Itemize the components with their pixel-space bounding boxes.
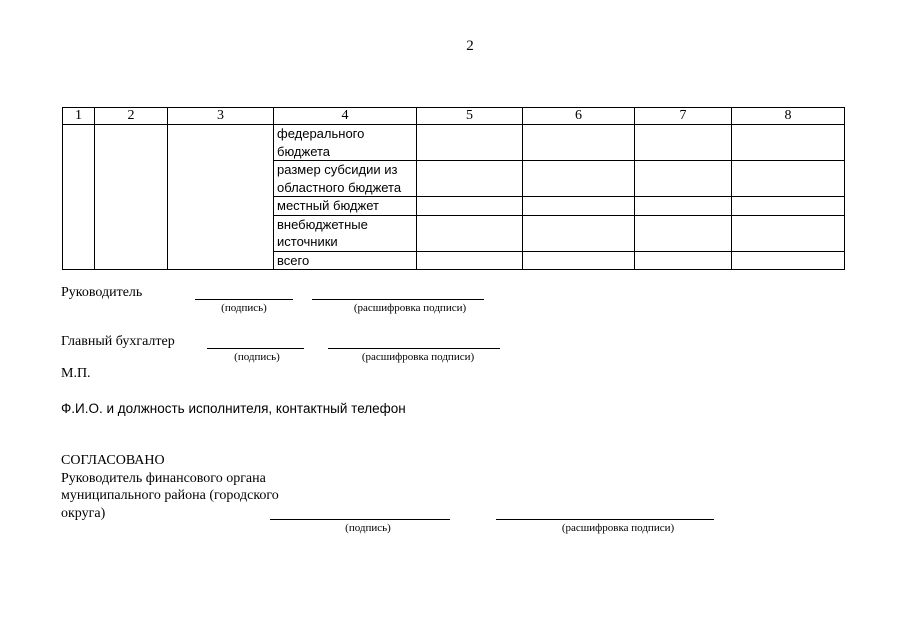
table-cell bbox=[523, 197, 635, 216]
table-cell bbox=[417, 197, 523, 216]
approval-title: СОГЛАСОВАНО bbox=[61, 453, 165, 468]
table-header-cell: 7 bbox=[635, 108, 732, 125]
table-cell bbox=[417, 161, 523, 197]
table-cell bbox=[635, 125, 732, 161]
approval-line: Руководитель финансового органа bbox=[61, 470, 266, 486]
table-cell bbox=[63, 125, 95, 270]
table-cell bbox=[523, 251, 635, 270]
table-cell bbox=[732, 161, 845, 197]
accountant-signature-line bbox=[207, 348, 304, 349]
head-label: Руководитель bbox=[61, 285, 143, 300]
approval-line: округа) bbox=[61, 505, 106, 521]
table-cell bbox=[732, 197, 845, 216]
table-cell bbox=[635, 215, 732, 251]
table-cell bbox=[523, 161, 635, 197]
head-signature-line bbox=[195, 299, 293, 300]
approval-line: муниципального района (городского bbox=[61, 488, 279, 503]
approval-block bbox=[61, 452, 279, 522]
table-header-cell: 3 bbox=[168, 108, 274, 125]
accountant-decoding-caption: (расшифровка подписи) bbox=[361, 351, 475, 363]
table-cell bbox=[732, 215, 845, 251]
page-number: 2 bbox=[466, 38, 474, 54]
table-header-cell: 4 bbox=[274, 108, 417, 125]
head-decoding-caption: (расшифровка подписи) bbox=[353, 302, 467, 314]
table-cell bbox=[635, 251, 732, 270]
table-cell bbox=[523, 215, 635, 251]
table-cell bbox=[95, 125, 168, 270]
approval-decoding-caption: (расшифровка подписи) bbox=[561, 522, 675, 534]
table-header-cell: 2 bbox=[95, 108, 168, 125]
head-signature-caption: (подпись) bbox=[221, 302, 267, 314]
table-row-label: размер субсидии из областного бюджета bbox=[274, 161, 417, 197]
table-cell bbox=[417, 251, 523, 270]
approval-signature-line bbox=[270, 519, 450, 520]
table-cell bbox=[732, 251, 845, 270]
approval-decoding-line bbox=[496, 519, 714, 520]
table-cell bbox=[635, 197, 732, 216]
table-cell bbox=[523, 125, 635, 161]
table-row-label: внебюджетные источники bbox=[274, 215, 417, 251]
chief-accountant-label: Главный бухгалтер bbox=[61, 334, 175, 349]
table-cell bbox=[732, 125, 845, 161]
approval-signature-caption: (подпись) bbox=[345, 522, 391, 534]
seal-label: М.П. bbox=[61, 366, 91, 381]
executor-label: Ф.И.О. и должность исполнителя, контактный телефон bbox=[61, 401, 406, 416]
table-header-cell: 8 bbox=[732, 108, 845, 125]
table-row-label: местный бюджет bbox=[274, 197, 417, 216]
table-header-row bbox=[63, 108, 845, 125]
table-cell bbox=[417, 125, 523, 161]
head-decoding-line bbox=[312, 299, 484, 300]
table-header-cell: 5 bbox=[417, 108, 523, 125]
table-row-label: всего bbox=[274, 251, 417, 270]
table-row bbox=[63, 125, 845, 161]
accountant-decoding-line bbox=[328, 348, 500, 349]
table-cell bbox=[168, 125, 274, 270]
table-header-cell: 1 bbox=[63, 108, 95, 125]
accountant-signature-caption: (подпись) bbox=[234, 351, 280, 363]
table-cell bbox=[417, 215, 523, 251]
budget-table bbox=[62, 107, 845, 270]
table-cell bbox=[635, 161, 732, 197]
table-row-label: федерального бюджета bbox=[274, 125, 417, 161]
table-header-cell: 6 bbox=[523, 108, 635, 125]
